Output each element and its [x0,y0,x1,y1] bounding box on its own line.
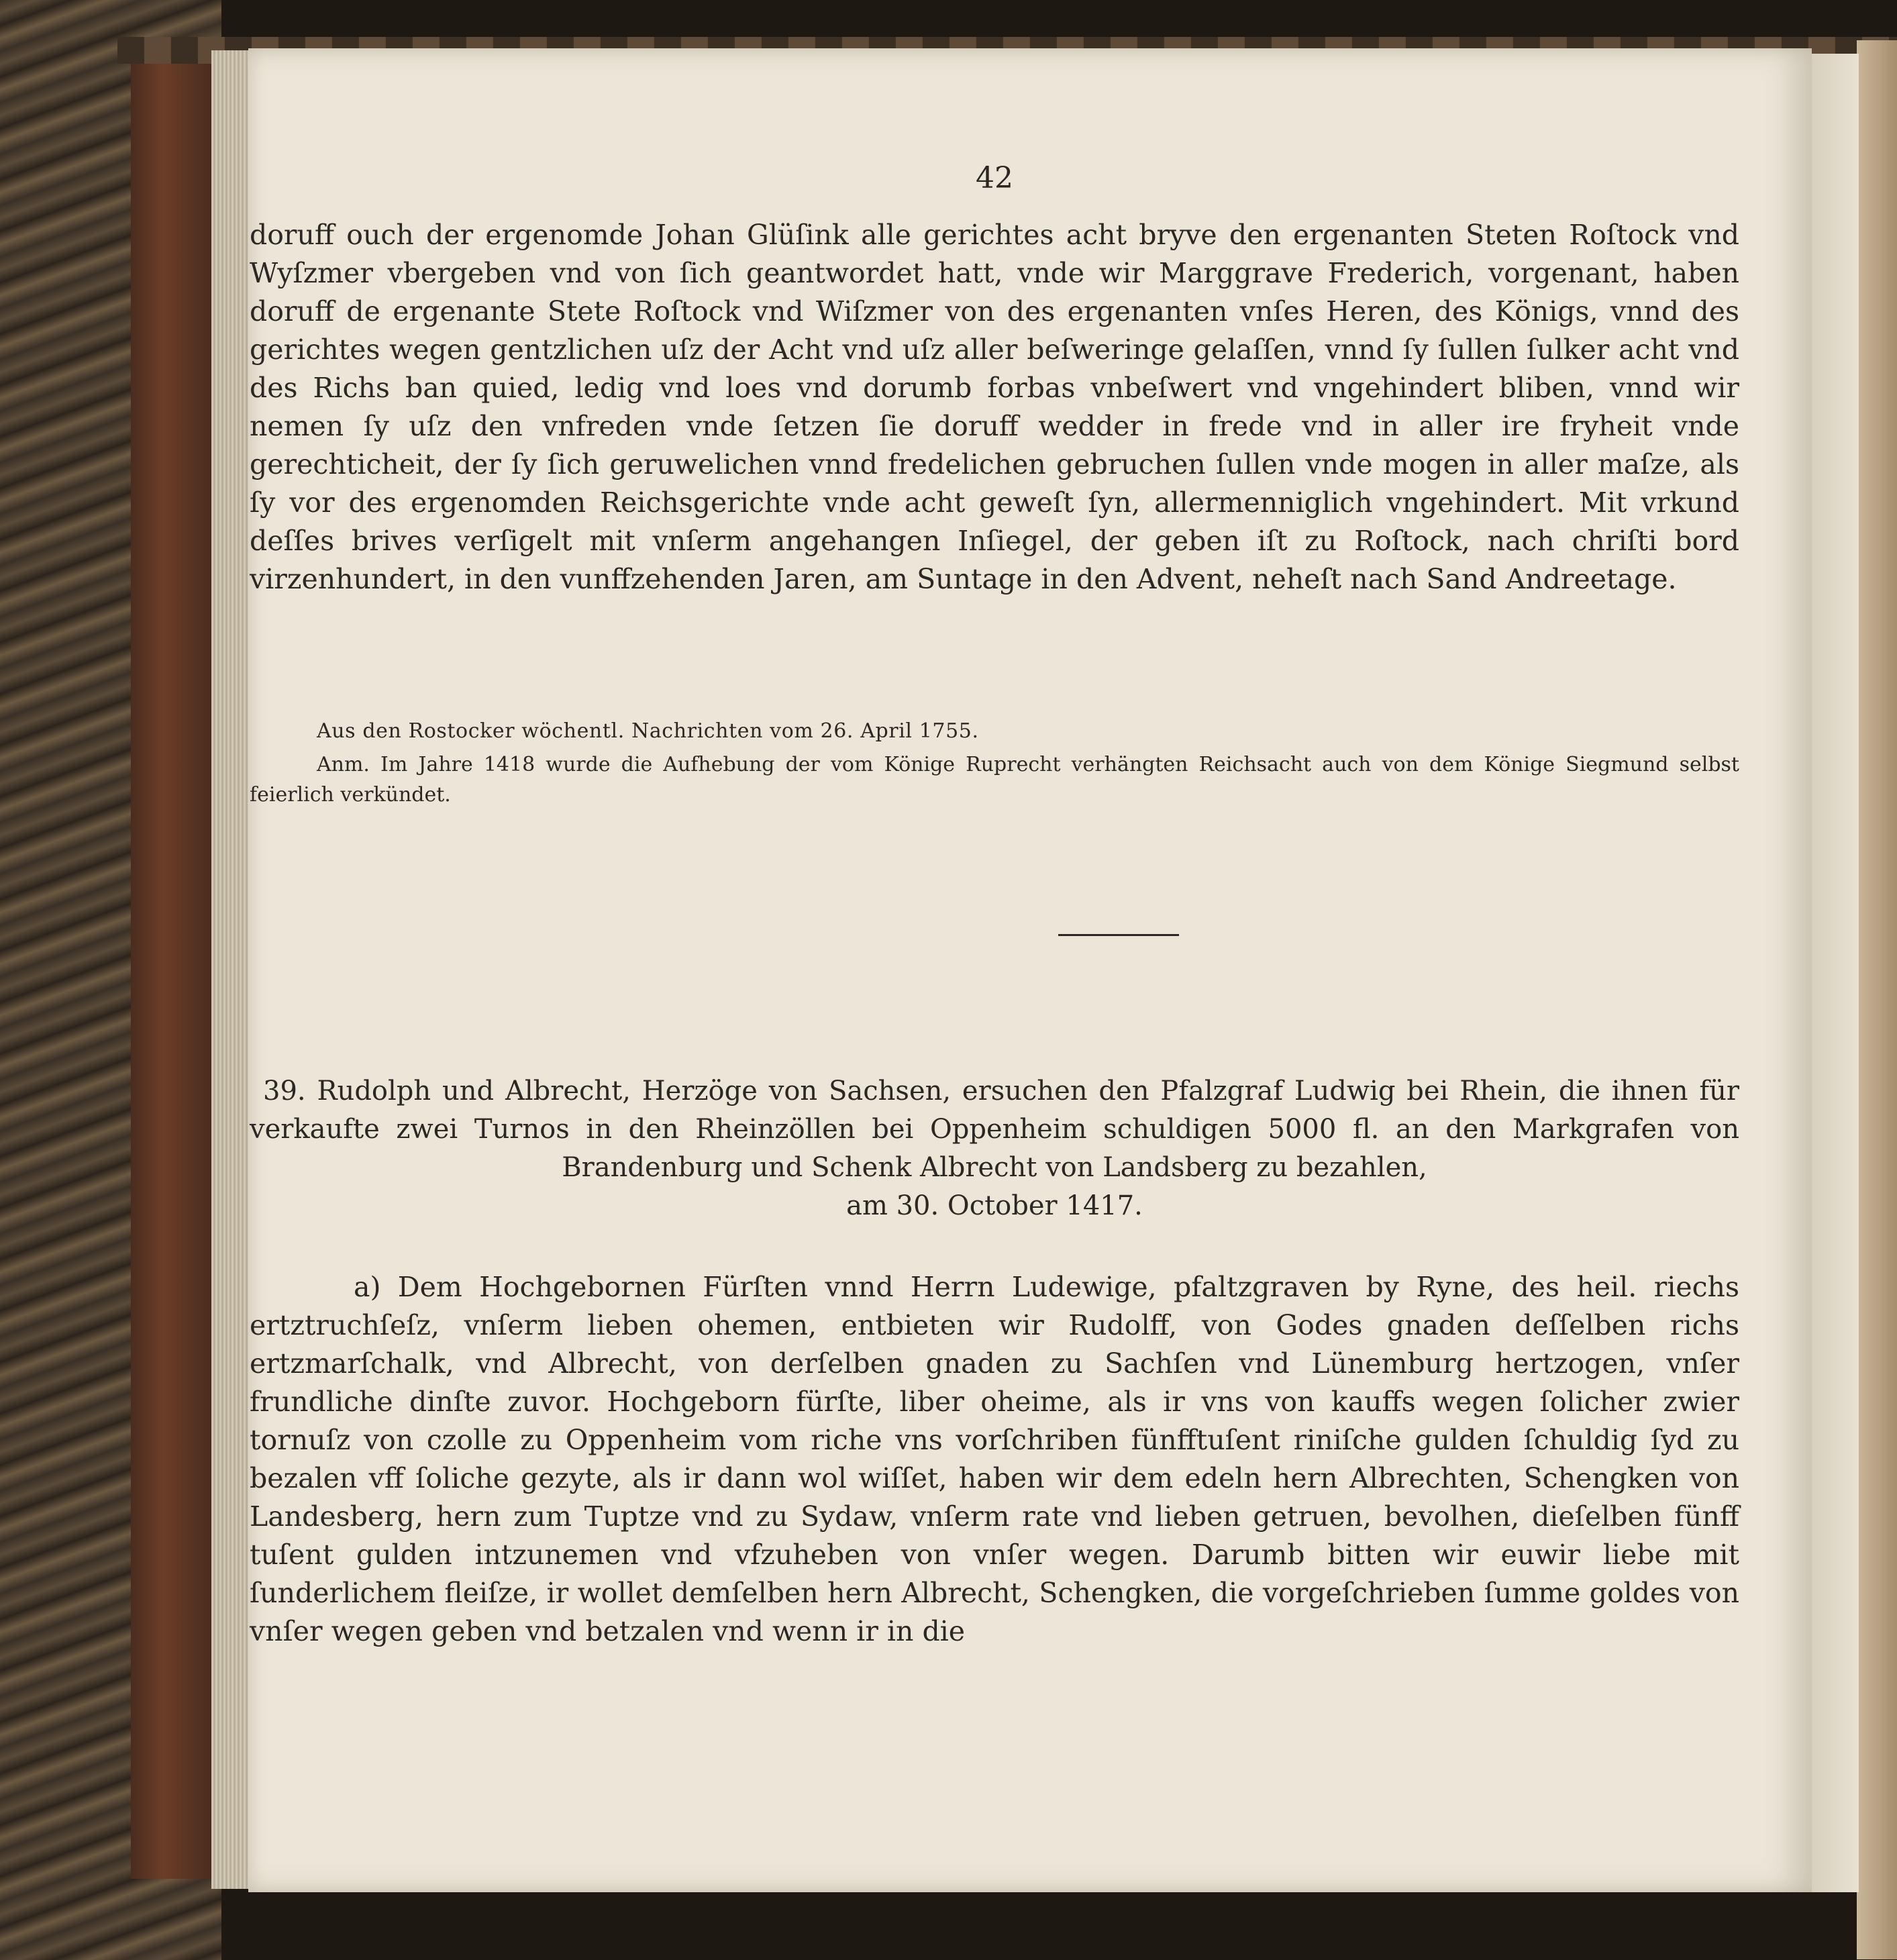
source-citation: Aus den Rostocker wöchentl. Nachrichten vom 26. April 1755. [317,719,979,743]
document-paragraph-a: a) Dem Hochgebornen Fürſten vnnd Herrn Ludewige, pfaltzgraven by Ryne, des heil. riechs ertztruchſeſz, vnſerm lieben ohemen, entbieten wir Rudolff, von Godes gnaden deſſelben richs ertzmarſchalk, vnd Albrecht, von derſelben gnaden zu Sachſen vnd Lünemburg hertzogen, vnſer frundliche dinſte zuvor. Hochgeborn fürſte, liber oheime, als ir vns von kauffs wegen ſolicher zwier tornuſz von czolle zu Oppenheim vom riche vns vorſchriben fünfftuſent riniſche gulden ſchuldig ſyd zu bezalen vff ſoliche gezyte, als ir dann wol wiſſet, haben wir dem edeln hern Albrechten, Schengken von Landesberg, hern zum Tuptze vnd zu Sydaw, vnſerm rate vnd lieben getruen, bevolhen, dieſelben fünff tuſent gulden intzunemen vnd vfzuheben von vnſer wegen. Darumb bitten wir euwir liebe mit ſunderlichem fleiſze, ir wollet demſelben hern Albrecht, Schengken, die vorgeſchrieben ſumme goldes von vnſer wegen geben vnd betzalen vnd wenn ir in die [250,1271,1739,1647]
editorial-note: Anm. Im Jahre 1418 wurde die Aufhebung der vom Könige Ruprecht verhängten Reichsacht auch von dem Könige Siegmund selbst feierlich verkündet. [250,753,1739,807]
leather-spine [131,40,211,1879]
section-divider [1058,934,1179,936]
heading-text: 39. Rudolph und Albrecht, Herzöge von Sachsen, ersuchen den Pfalzgraf Ludwig bei Rhein, die ihnen für verkaufte zwei Turnos in den Rheinzöllen bei Oppenheim schuldigen 5000 fl. an den Markgrafen von Brandenburg und Schenk Albrecht von Landsberg zu bezahlen, [250,1076,1739,1183]
heading-date: am 30. October 1417. [846,1190,1143,1221]
facing-page-edge [1812,54,1859,1892]
page-number: 42 [976,161,1013,195]
right-cover-edge [1857,40,1897,1959]
page-block-edges [211,50,252,1889]
document-body-paragraph: doruff ouch der ergenomde Johan Glüſink alle gerichtes acht bryve den ergenanten Steten Roſtock vnd Wyſzmer vbergeben vnd von ſich geantwordet hatt, vnde wir Marggrave Frederich, vorgenant, haben doruff de ergenante Stete Roſtock vnd Wiſzmer von des ergenanten vnſes Heren, des Königs, vnnd des gerichtes wegen gentzlichen uſz der Acht vnd uſz aller beſweringe gelaſſen, vnnd ſy ſullen ſulker acht vnd des Richs ban quied, ledig vnd loes vnd dorumb forbas vnbeſwert vnd vngehindert bliben, vnnd wir nemen ſy uſz den vnfreden vnde ſetzen ſie doruff wedder in frede vnd in aller ire fryheit vnde gerechticheit, der ſy ſich geruwelichen vnnd fredelichen gebruchen ſullen vnde mogen in aller maſze, als ſy vor des ergenomden Reichsgerichte vnde acht geweſt ſyn, allermenniglich vngehindert. Mit vrkund deſſes brives verſigelt mit vnſerm angehangen Inſiegel, der geben iſt zu Roſtock, nach chriſti bord virzenhundert, in den vunffzehenden Jaren, am Suntage in den Advent, neheſt nach Sand Andreetage. [250,219,1739,595]
document-heading [250,1072,1739,1225]
